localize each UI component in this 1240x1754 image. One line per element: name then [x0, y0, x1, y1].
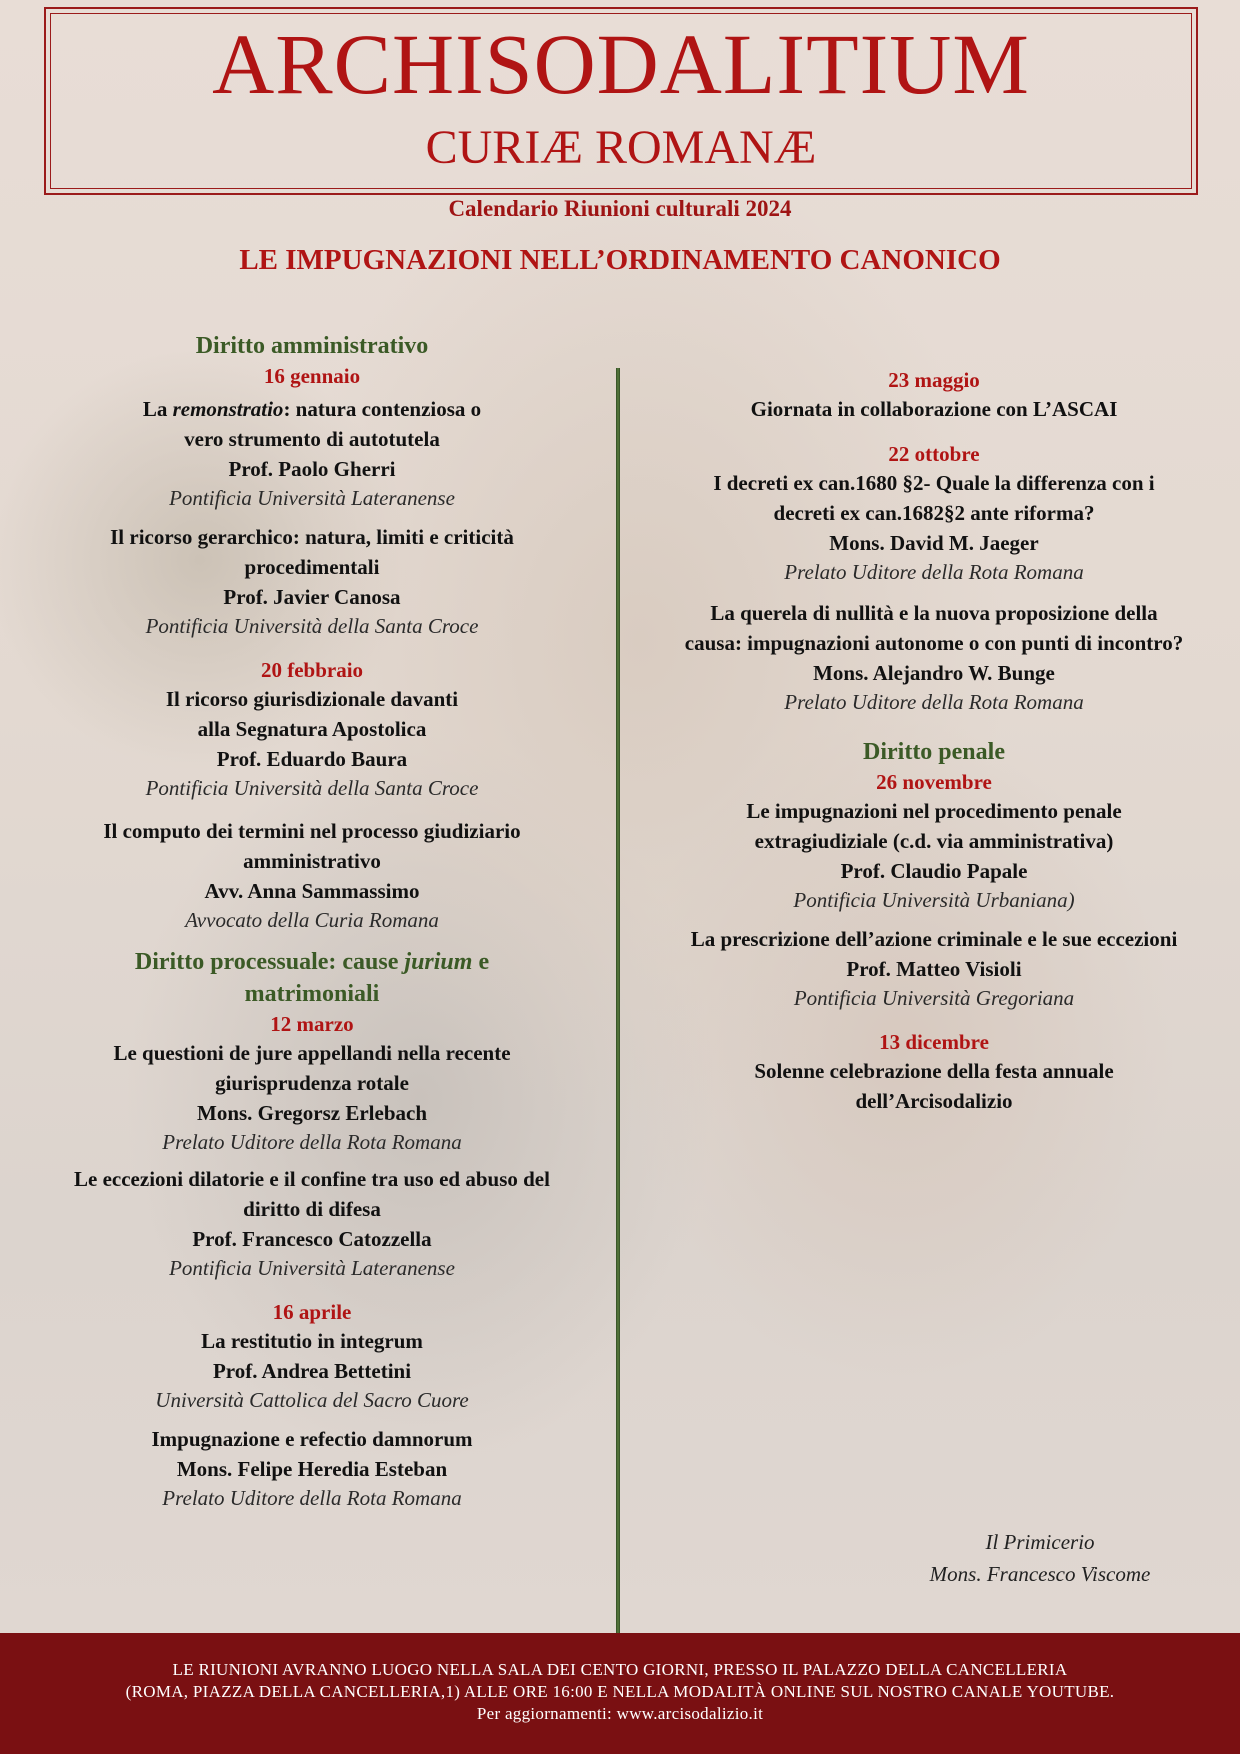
- talk-title-line2: vero strumento di autotutela: [184, 427, 440, 451]
- left-column: [24, 330, 600, 1512]
- talk-title: Le questioni de jure appellandi nella recente: [113, 1041, 511, 1065]
- event-22-ottobre: [632, 440, 1236, 716]
- speaker-institution: Prelato Uditore della Rota Romana: [784, 560, 1084, 584]
- speaker-institution: Pontificia Università Lateranense: [169, 486, 455, 510]
- speaker-name: Prof. Javier Canosa: [223, 585, 401, 609]
- signature-block: [880, 1526, 1200, 1590]
- section-diritto-processuale: [24, 946, 600, 978]
- talk-title: Il computo dei termini nel processo giudiziario: [103, 819, 521, 843]
- speaker-institution: Università Cattolica del Sacro Cuore: [155, 1388, 469, 1412]
- footer-banner: [0, 1633, 1240, 1754]
- calendar-title: Calendario Riunioni culturali 2024: [448, 196, 792, 221]
- talk-title: Le impugnazioni nel procedimento penale: [746, 799, 1122, 823]
- talk-title: La querela di nullità e la nuova proposizione della: [710, 601, 1158, 625]
- speaker-institution: Prelato Uditore della Rota Romana: [162, 1486, 462, 1510]
- event-13-dicembre: [632, 1028, 1236, 1116]
- event-date: 13 dicembre: [879, 1030, 989, 1054]
- event-16-gennaio: [24, 362, 600, 640]
- speaker-name: Mons. David M. Jaeger: [829, 531, 1039, 555]
- main-title: ARCHISODALITIUM: [212, 16, 1030, 112]
- speaker-institution: Avvocato della Curia Romana: [185, 908, 439, 932]
- event-20-febbraio: [24, 656, 600, 934]
- header-frame: [44, 7, 1198, 195]
- talk-title: Il ricorso gerarchico: natura, limiti e criticità: [110, 525, 514, 549]
- section-diritto-penale: Diritto penale: [863, 739, 1005, 765]
- talk-title: La restitutio in integrum: [201, 1329, 423, 1353]
- section-post: e: [472, 949, 490, 975]
- event-23-maggio: [632, 366, 1236, 424]
- talk-title: Solenne celebrazione della festa annuale: [754, 1059, 1114, 1083]
- signature-name: Mons. Francesco Viscome: [929, 1562, 1151, 1586]
- talk-title: Giornata in collaborazione con L’ASCAI: [750, 397, 1118, 421]
- speaker-institution: Pontificia Università della Santa Croce: [145, 614, 479, 638]
- footer-line-2: (ROMA, PIAZZA DELLA CANCELLERIA,1) ALLE ORE 16:00 E NELLA MODALITÀ ONLINE SUL NOSTRO CANALE YOUTUBE.: [125, 1682, 1115, 1701]
- speaker-institution: Prelato Uditore della Rota Romana: [162, 1130, 462, 1154]
- speaker-name: Prof. Andrea Bettetini: [212, 1359, 412, 1383]
- event-date: 23 maggio: [888, 368, 980, 392]
- speaker-name: Avv. Anna Sammassimo: [204, 879, 420, 903]
- talk-title-pre: La: [142, 397, 173, 421]
- speaker-institution: Pontificia Università Gregoriana: [793, 986, 1075, 1010]
- footer-line-3: Per aggiornamenti: www.arcisodalizio.it: [476, 1704, 764, 1723]
- talk-title: Impugnazione e refectio damnorum: [151, 1427, 473, 1451]
- talk-title-line2: dell’Arcisodalizio: [855, 1089, 1013, 1113]
- speaker-institution: Pontificia Università della Santa Croce: [145, 776, 479, 800]
- signature-role: Il Primicerio: [985, 1530, 1095, 1554]
- speaker-name: Prof. Matteo Visioli: [846, 957, 1022, 981]
- event-date: 22 ottobre: [888, 442, 980, 466]
- talk-title: I decreti ex can.1680 §2- Quale la differenza con i: [713, 471, 1155, 495]
- event-12-marzo: [24, 1010, 600, 1282]
- footer-line-1: LE RIUNIONI AVRANNO LUOGO NELLA SALA DEI CENTO GIORNI, PRESSO IL PALAZZO DELLA CANCELLERIA: [172, 1660, 1068, 1679]
- right-column: [632, 366, 1236, 1116]
- speaker-name: Prof. Claudio Papale: [840, 859, 1028, 883]
- speaker-name: Prof. Paolo Gherri: [228, 457, 396, 481]
- talk-title: La prescrizione dell’azione criminale e le sue eccezioni: [690, 927, 1178, 951]
- event-date: 16 aprile: [272, 1300, 352, 1324]
- speaker-institution: Pontificia Università Urbaniana): [793, 888, 1075, 912]
- sub-title: CURIÆ ROMANÆ: [425, 121, 817, 174]
- section-diritto-processuale-line2: matrimoniali: [244, 981, 380, 1007]
- talk-title-post: : natura contenziosa o: [283, 397, 482, 421]
- column-divider: [616, 368, 620, 1664]
- talk-title-line2: extragiudiziale (c.d. via amministrativa): [754, 829, 1114, 853]
- event-16-aprile: [24, 1298, 600, 1512]
- talk-title: [24, 394, 600, 424]
- speaker-name: Mons. Felipe Heredia Esteban: [176, 1457, 448, 1481]
- event-date: 20 febbraio: [260, 658, 364, 682]
- speaker-name: Prof. Eduardo Baura: [216, 747, 408, 771]
- speaker-name: Prof. Francesco Catozzella: [192, 1227, 432, 1251]
- talk-title-line2: amministrativo: [243, 849, 381, 873]
- theme-title: LE IMPUGNAZIONI NELL’ORDINAMENTO CANONICO: [239, 244, 1001, 276]
- speaker-institution: Prelato Uditore della Rota Romana: [784, 690, 1084, 714]
- talk-title: Il ricorso giurisdizionale davanti: [165, 687, 459, 711]
- speaker-name: Mons. Gregorsz Erlebach: [197, 1101, 427, 1125]
- speaker-name: Mons. Alejandro W. Bunge: [813, 661, 1055, 685]
- event-26-novembre: [632, 768, 1236, 1012]
- talk-title-line2: diritto di difesa: [243, 1197, 381, 1221]
- event-date: 16 gennaio: [263, 364, 361, 388]
- event-date: 26 novembre: [876, 770, 992, 794]
- speaker-institution: Pontificia Università Lateranense: [169, 1256, 455, 1280]
- talk-title: Le eccezioni dilatorie e il confine tra uso ed abuso del: [74, 1167, 550, 1191]
- talk-title-line2: causa: impugnazioni autonome o con punti di incontro?: [684, 631, 1184, 655]
- section-italic: jurium: [404, 949, 473, 975]
- talk-title-line2: decreti ex can.1682§2 ante riforma?: [773, 501, 1095, 525]
- talk-title-line2: giurisprudenza rotale: [215, 1071, 409, 1095]
- talk-title-line2: alla Segnatura Apostolica: [197, 717, 427, 741]
- talk-title-line2: procedimentali: [244, 555, 380, 579]
- talk-title-italic: remonstratio: [172, 397, 284, 421]
- event-date: 12 marzo: [270, 1012, 354, 1036]
- section-diritto-amministrativo: Diritto amministrativo: [195, 333, 429, 359]
- section-pre: Diritto processuale: cause: [134, 949, 405, 975]
